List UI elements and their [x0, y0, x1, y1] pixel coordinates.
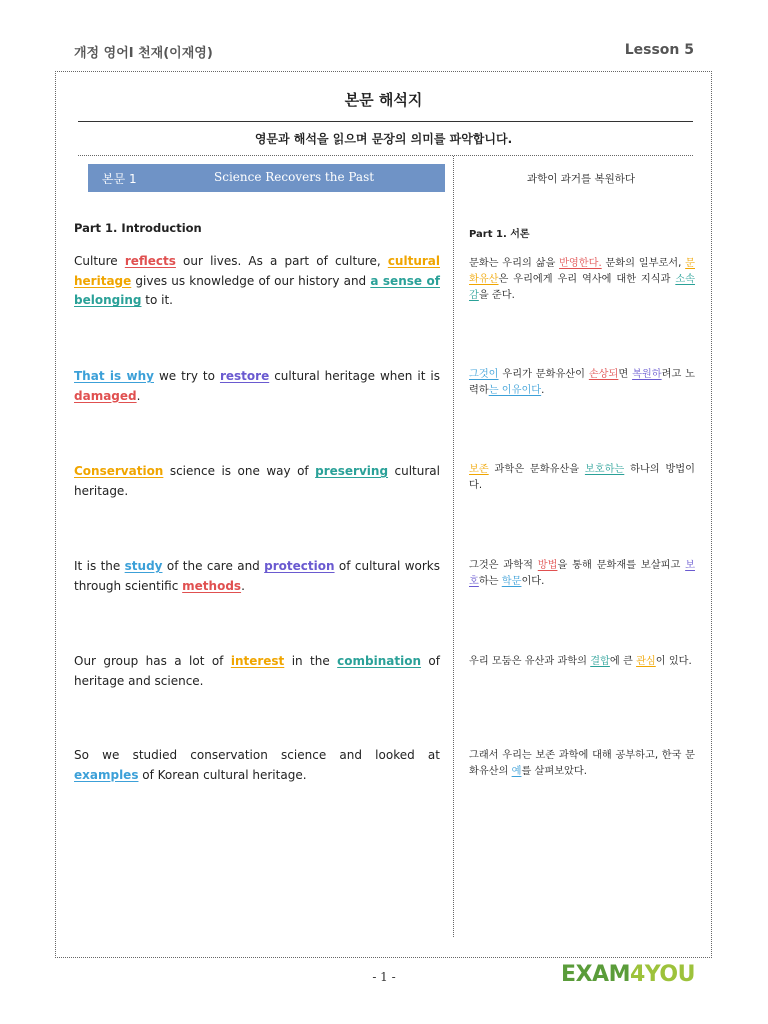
highlighted-term: 문화유산 — [469, 258, 695, 286]
korean-translation-5 — [469, 654, 695, 670]
sentence-text: our lives. As a part of culture, — [175, 254, 388, 268]
highlighted-term: reflects — [124, 254, 176, 268]
highlighted-term: examples — [74, 767, 139, 782]
logo-text-4you: 4YOU — [629, 962, 695, 987]
english-sentence-3 — [74, 462, 440, 501]
passage-title: Science Recovers the Past — [214, 170, 375, 184]
korean-translation-1 — [469, 256, 695, 305]
sentence-text: cultural heritage when it is — [269, 369, 441, 383]
sentence-text: 은 우리에게 우리 역사에 대한 지식과 — [498, 274, 676, 286]
highlighted-term: 결합 — [590, 656, 610, 667]
lesson-label: Lesson 5 — [624, 42, 694, 58]
passage-title-korean: 과학이 과거를 복원하다 — [526, 173, 636, 185]
title-divider — [78, 121, 693, 122]
sentence-text: in the — [284, 654, 338, 668]
highlighted-term: interest — [230, 654, 285, 668]
sentence-text: of Korean cultural heritage. — [138, 767, 307, 782]
sentence-text: 를 살펴보았다. — [521, 766, 587, 778]
sentence-text: So we studied conservation science and looked at — [74, 748, 440, 762]
highlighted-term: 손상되 — [588, 369, 619, 380]
sentence-text: 하나의 방법이다. — [469, 464, 695, 492]
highlighted-term: 방법 — [537, 560, 558, 571]
english-sentence-6 — [74, 746, 440, 785]
korean-translation-3 — [469, 462, 695, 494]
sentence-text: gives us knowledge of our history and — [131, 273, 371, 288]
sentence-text: . — [241, 578, 245, 593]
sheet-title: 본문 해석지 — [344, 91, 423, 109]
sentence-text: cultural heritage. — [74, 464, 440, 498]
sentence-text: 하는 — [478, 576, 502, 588]
sentence-text: of the care and — [162, 559, 265, 573]
sentence-text: 문화는 우리의 삶을 — [469, 258, 560, 269]
sentence-text: 이다. — [521, 576, 545, 588]
highlighted-term: 보호하는 — [584, 464, 625, 475]
part-heading-english: Part 1. Introduction — [74, 221, 202, 235]
sentence-text: It is the — [74, 559, 125, 573]
highlighted-term: 복원하 — [632, 369, 662, 380]
logo-text-exam: EXAM — [561, 962, 630, 987]
english-sentence-4 — [74, 557, 440, 596]
highlighted-term: 반영한다. — [559, 258, 602, 269]
highlighted-term: 는 이유이다 — [488, 385, 542, 397]
highlighted-term: 예 — [511, 766, 522, 778]
sentence-text: 우리 모둠은 유산과 과학의 — [469, 656, 591, 667]
textbook-title: 개정 영어I 천재(이재영) — [74, 46, 213, 61]
sentence-text: 면 — [618, 369, 633, 380]
english-sentence-2 — [74, 367, 440, 406]
sentence-text: to it. — [141, 293, 173, 308]
english-sentence-5 — [74, 652, 440, 691]
highlighted-term: preserving — [315, 464, 389, 478]
korean-translation-2 — [469, 367, 695, 399]
highlighted-term: methods — [182, 578, 242, 593]
korean-translation-6 — [469, 748, 695, 780]
sentence-text: Culture — [74, 254, 125, 268]
highlighted-term: restore — [219, 369, 270, 383]
highlighted-term: Conservation — [74, 464, 164, 478]
highlighted-term: 보존 — [469, 464, 489, 475]
sentence-text: 과학은 문화유산을 — [488, 464, 585, 475]
highlighted-term: 보호 — [469, 560, 695, 588]
sentence-text: 그래서 우리는 보존 과학에 대해 공부하고, 한국 문화유산의 — [469, 750, 695, 778]
sentence-text: science is one way of — [163, 464, 316, 478]
column-divider — [453, 156, 454, 937]
sentence-text: 이 있다. — [655, 656, 692, 667]
page-number: - 1 - — [372, 970, 396, 984]
highlighted-term: study — [124, 559, 163, 573]
exam4you-logo — [561, 962, 695, 987]
highlighted-term: combination — [337, 654, 422, 668]
sentence-text: 문화의 일부로서, — [601, 258, 686, 269]
sentence-text: of heritage and science. — [74, 654, 440, 688]
page-header — [74, 38, 694, 62]
sentence-text: . — [541, 385, 545, 397]
worksheet — [55, 71, 712, 958]
highlighted-term: cultural heritage — [74, 254, 440, 288]
highlighted-term: a sense of belonging — [74, 273, 440, 308]
sentence-text: . — [136, 388, 141, 403]
english-sentence-1 — [74, 252, 440, 311]
sentence-text: 을 통해 문화재를 보살피고 — [557, 560, 686, 571]
sheet-subtitle: 영문과 해석을 읽으며 문장의 의미를 파악합니다. — [254, 132, 513, 146]
sentence-text: of cultural works through scientific — [74, 559, 440, 593]
korean-translation-4 — [469, 558, 695, 590]
sentence-text: Our group has a lot of — [74, 654, 231, 668]
highlighted-term: 소속감 — [469, 274, 695, 302]
sentence-text: 에 큰 — [609, 656, 637, 667]
highlighted-term: 학문 — [501, 576, 522, 588]
sentence-text: 그것은 과학적 — [469, 560, 538, 571]
sentence-text: 려고 노력하 — [469, 369, 695, 397]
sentence-text: we try to — [154, 369, 220, 383]
highlighted-term: 그것이 — [469, 369, 499, 380]
highlighted-term: That is why — [74, 369, 154, 383]
part-heading-korean: Part 1. 서론 — [469, 229, 530, 240]
sentence-text: 을 준다. — [478, 290, 515, 302]
sentence-text: 우리가 문화유산이 — [498, 369, 589, 380]
subtitle-divider — [78, 155, 693, 156]
highlighted-term: protection — [264, 559, 335, 573]
passage-number: 본문 1 — [102, 172, 137, 186]
passage-banner — [88, 164, 445, 192]
highlighted-term: 관심 — [636, 656, 656, 667]
highlighted-term: damaged — [74, 388, 137, 403]
